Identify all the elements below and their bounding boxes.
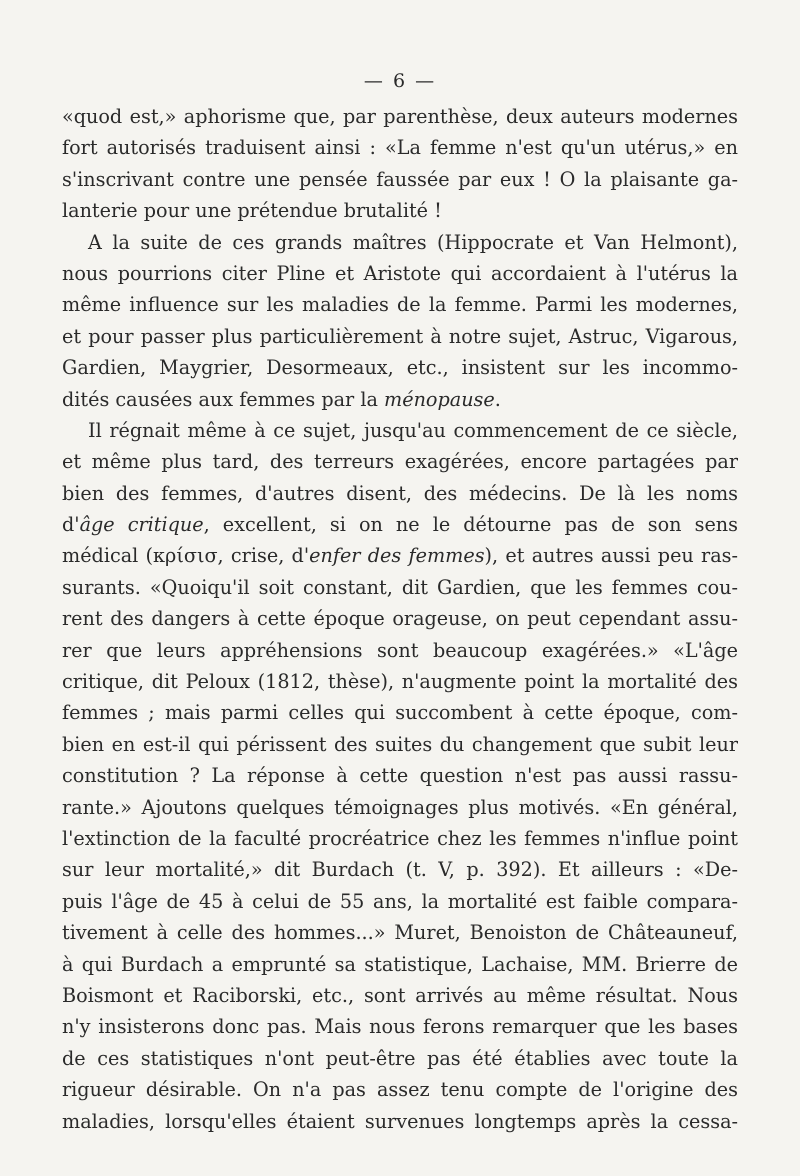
text-line [62, 509, 738, 540]
text-line: rigueur désirable. On n'a pas assez tenu compte de l'origine des [62, 1078, 738, 1102]
page-number: — 6 — [363, 70, 437, 92]
text-line: fort autorisés traduisent ainsi : «La femme n'est qu'un utérus,» en [62, 136, 738, 160]
text-line: maladies, lorsqu'elles étaient survenues longtemps après la cessa- [62, 1109, 738, 1133]
text-line: et pour passer plus particulièrement à notre sujet, Astruc, Vigarous, [62, 324, 738, 348]
text-line: l'extinction de la faculté procréatrice chez les femmes n'influe point [62, 826, 738, 850]
text-fragment: . [494, 387, 501, 411]
text-line: rer que leurs appréhensions sont beaucoup exagérées.» «L'âge [62, 638, 738, 662]
text-line [62, 540, 738, 571]
italic-term-enfer: enfer des femmes [309, 544, 485, 568]
text-line: Gardien, Maygrier, Desormeaux, etc., insistent sur les incommo- [62, 356, 738, 380]
text-line [62, 384, 738, 415]
text-line: s'inscrivant contre une pensée faussée par eux ! O la plaisante ga- [62, 167, 738, 191]
text-fragment: , excellent, si on ne le détourne pas de son sens [203, 513, 738, 537]
text-line: «quod est,» aphorisme que, par parenthèse, deux auteurs modernes [62, 105, 738, 128]
text-line: n'y insisterons donc pas. Mais nous ferons remarquer que les bases [62, 1015, 738, 1039]
text-line: même influence sur les maladies de la femme. Parmi les modernes, [62, 293, 738, 317]
text-line: surants. «Quoiqu'il soit constant, dit Gardien, que les femmes cou- [62, 575, 738, 599]
text-line: puis l'âge de 45 à celui de 55 ans, la mortalité est faible compara- [62, 889, 738, 913]
text-line: à qui Burdach a emprunté sa statistique, Lachaise, MM. Brierre de [62, 952, 738, 976]
text-fragment: dités causées aux femmes par la [62, 387, 385, 411]
italic-term-age-critique: âge critique [79, 513, 204, 537]
text-line: bien des femmes, d'autres disent, des médecins. De là les noms [62, 481, 738, 505]
text-line: bien en est-il qui périssent des suites du changement que subit leur [62, 732, 738, 756]
text-line: femmes ; mais parmi celles qui succombent à cette époque, com- [62, 701, 738, 725]
text-line: rent des dangers à cette époque orageuse, on peut cependant assu- [62, 607, 738, 631]
text-fragment: ), et autres aussi peu ras- [484, 544, 738, 568]
text-fragment: d' [62, 513, 80, 537]
text-line: critique, dit Peloux (1812, thèse), n'augmente point la mortalité des [62, 670, 738, 694]
text-line: Boismont et Raciborski, etc., sont arrivés au même résultat. Nous [62, 983, 738, 1007]
text-line: de ces statistiques n'ont peut-être pas été établies avec toute la [62, 1046, 738, 1070]
text-fragment: médical (κρίσισ, crise, d' [62, 544, 310, 568]
text-line: lanterie pour une prétendue brutalité ! [62, 199, 442, 223]
text-line: A la suite de ces grands maîtres (Hippocrate et Van Helmont), [88, 230, 738, 254]
text-line: constitution ? La réponse à cette question n'est pas aussi rassu- [62, 764, 738, 788]
body-text [62, 101, 738, 1137]
text-line: et même plus tard, des terreurs exagérées, encore partagées par [62, 450, 738, 474]
text-line: sur leur mortalité,» dit Burdach (t. V, p. 392). Et ailleurs : «De- [62, 858, 738, 882]
text-line: nous pourrions citer Pline et Aristote qui accordaient à l'utérus la [62, 261, 738, 285]
text-line: rante.» Ajoutons quelques témoignages plus motivés. «En général, [62, 795, 738, 819]
text-line: tivement à celle des hommes...» Muret, Benoiston de Châteauneuf, [62, 921, 738, 945]
text-line: Il régnait même à ce sujet, jusqu'au commencement de ce siècle, [88, 418, 738, 442]
italic-term-menopause: ménopause [384, 387, 495, 411]
